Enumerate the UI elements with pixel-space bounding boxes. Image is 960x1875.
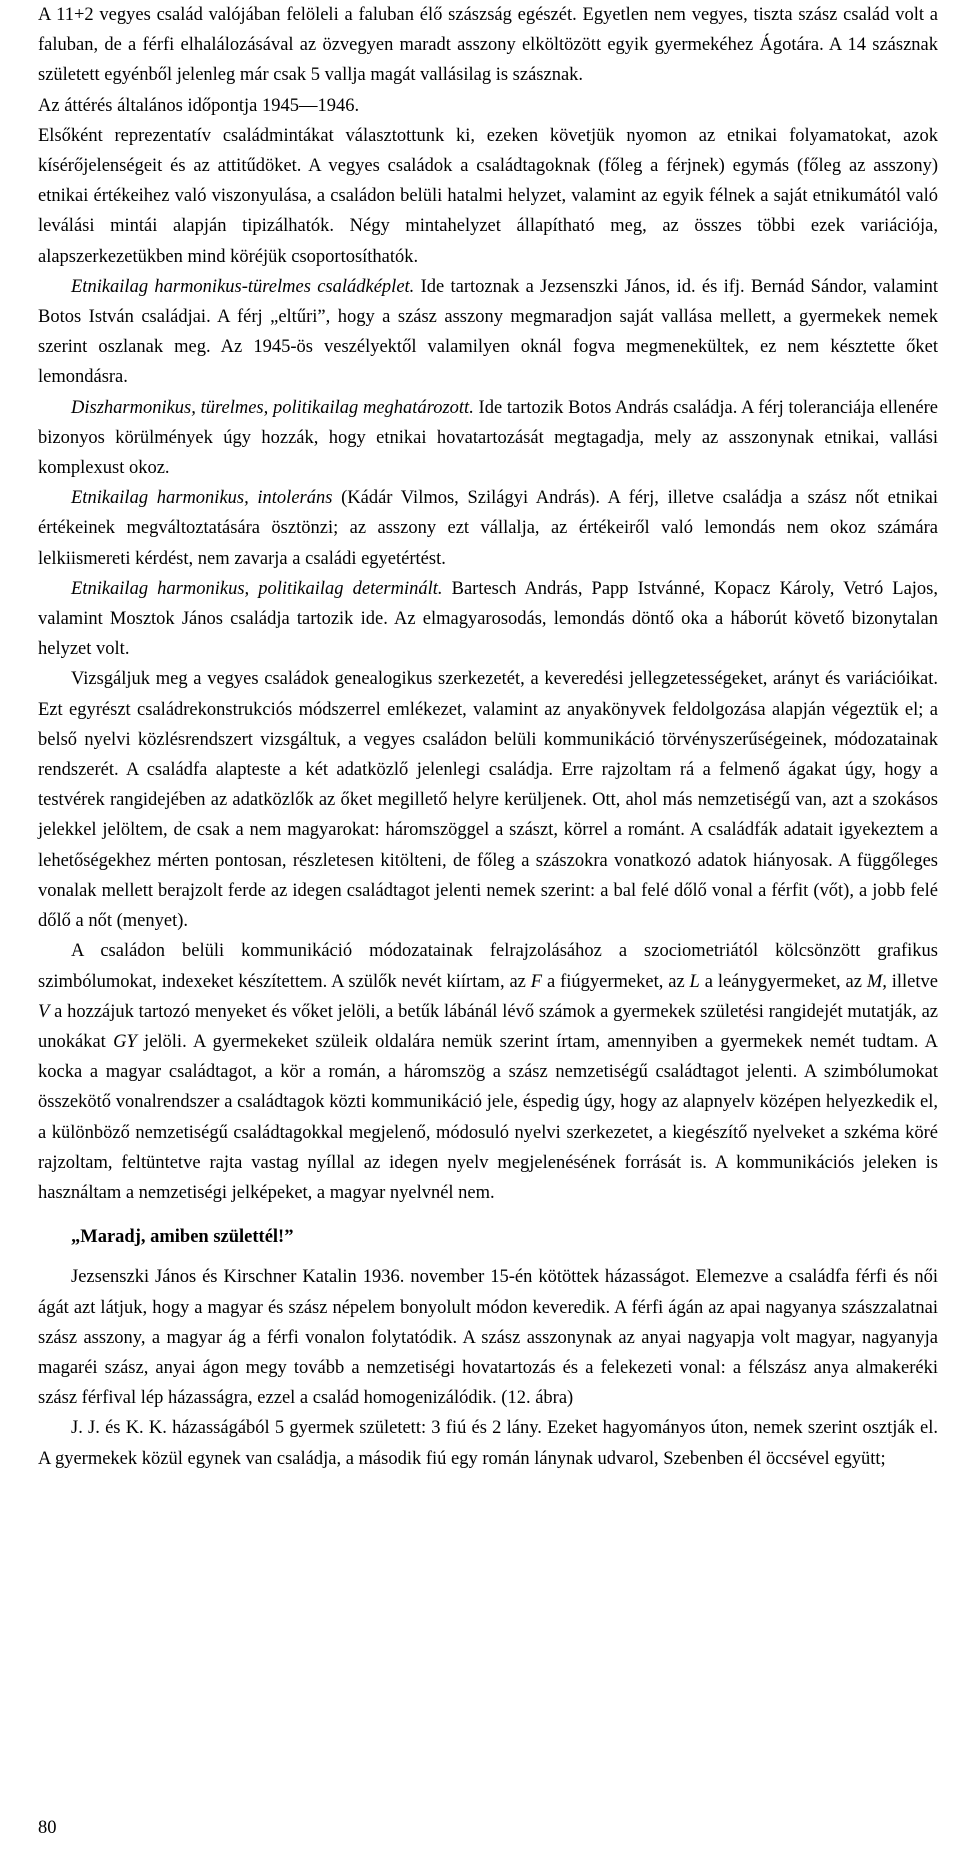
paragraph-harmonious-political	[38, 574, 938, 665]
symbol-l: L	[689, 971, 700, 992]
paragraph-jezsenszki-marriage: Jezsenszki János és Kirschner Katalin 1936. november 15-én kötöttek házasságot. Elemezve a családfa férfi és női ágát azt látjuk, hogy a magyar és szász népelem bonyolult módon keveredik. A férfi ágán az apai nagyanya szászzalatnai szász asszony, a magyar ág a férfi vonalon folytatódik. A szász asszonynak az anyai nagyapja volt magyar, nagyanyja magaréi szász, anyai ágon megy tovább a nemzetiségi hovatartozás és a felekezeti vonal: a félszász anya almakeréki szász férfival lép házasságra, ezzel a család homogenizálódik. (12. ábra)	[38, 1267, 938, 1409]
symbol-m: M,	[866, 971, 887, 992]
paragraph-text: Bartesch András, Papp Istvánné, Kopacz Károly, Vetró Lajos, valamint Mosztok János családja tartozik ide. Az elmagyarosodás, lemondás döntő oka a háborút követő bizonytalan helyzet volt.	[38, 578, 938, 660]
symbol-gy: GY	[113, 1031, 137, 1052]
paragraph-text: Ide tartoznak a Jezsenszki János, id. és ifj. Bernád Sándor, valamint Botos István családjai. A férj „eltűri”, hogy a szász asszony megmaradjon saját vallása mellett, a gyermekek nemek szerint oszlanak meg. Az 1945-ös veszélyektől valamilyen oknál fogva megmenekültek, ez nem késztette őket lemondásra.	[38, 276, 938, 388]
document-page	[38, 0, 938, 1474]
paragraph-family-patterns: Elsőként reprezentatív családmintákat választottunk ki, ezeken követjük nyomon az etnikai folyamatokat, azok kísérőjelenségeit és az attitűdöket. A vegyes családok a családtagoknak (főleg a férjnek) egymás (főleg az asszony) etnikai értékeihez való viszonyulása, a családon belüli hatalmi helyzet, valamint az egyik félnek a saját etnikumától való leválási mintái alapján tipizálhatók. Négy mintahelyzet állapítható meg, az összes többi ezek variációja, alapszerkezetükben mind köréjük csoportosíthatók.	[38, 125, 938, 267]
paragraph-text: a fiúgyermeket, az	[542, 971, 690, 992]
paragraph-harmonious-intolerant	[38, 483, 938, 574]
italic-term: Etnikailag harmonikus-türelmes családképlet.	[71, 276, 415, 297]
italic-term: Diszharmonikus, türelmes, politikailag meghatározott.	[71, 397, 474, 418]
paragraph-communication-symbols	[38, 936, 938, 1208]
paragraph-harmonious-tolerant	[38, 272, 938, 393]
italic-term: Etnikailag harmonikus, intoleráns	[71, 488, 333, 509]
paragraph-text: jelöli. A gyermekeket szüleik oldalára nemük szerint írtam, amennyiben a gyermekek nemét tudtam. A kocka a magyar családtagot, a kör a román, a háromszög a szász nemzetiségű családtagot jelenti. A szimbólumokat összekötő vonalrendszer a családtagok közti kommunikáció jele, éspedig úgy, hogy az alapnyelv középen helyezkedik el, a különböző nemzetiségű családtagokkal megjelenő, módosuló nyelvi szerkezetet, a kiegészítő nyelveket a szkéma köré rajzoltam, feltüntetve rajta vastag nyíllal az idegen nyelv megjelenésének forrását is. A kommunikációs jeleken is használtam a nemzetiségi jelképeket, a magyar nyelvnél nem.	[38, 1031, 938, 1203]
italic-term: Etnikailag harmonikus, politikailag determinált.	[71, 578, 443, 599]
symbol-f: F	[530, 971, 543, 992]
paragraph-text: a hozzájuk tartozó menyeket és vőket jelöli, a betűk lábánál lévő számok a gyermekek születési rangidejét mutatják, az unokákat	[38, 1001, 938, 1052]
paragraph-conversion-date: Az áttérés általános időpontja 1945—1946.	[38, 95, 360, 116]
paragraph-text: A családon belüli kommunikáció módozatainak felrajzolásához a szociometriától kölcsönzött grafikus szimbólumokat, indexeket készítettem. A szülők nevét kiírtam, az	[38, 941, 938, 992]
page-number: 80	[38, 1818, 57, 1838]
paragraph-text: illetve	[886, 971, 938, 992]
paragraph-text: (Kádár Vilmos, Szilágyi András). A férj, illetve családja a szász nőt etnikai értékeinek megváltoztatására ösztönzi; az asszony ezt vállalja, az értékeiről való lemondás nem okoz számára lelkiismereti kérdést, nem zavarja a családi egyetértést.	[38, 488, 938, 569]
paragraph-text: Ide tartozik Botos András családja. A férj toleranciája ellenére bizonyos körülmények úgy hozzák, hogy etnikai hovatartozását megtagadja, mely az asszonynak etnikai, vallási komplexust okoz.	[38, 397, 939, 479]
paragraph-jezsenszki-children: J. J. és K. K. házasságából 5 gyermek született: 3 fiú és 2 lány. Ezeket hagyományos úton, nemek szerint osztják el. A gyermekek közül egynek van családja, a második fiú egy román lánynak udvarol, Szebenben él öccsével együtt;	[38, 1418, 938, 1469]
section-heading: „Maradj, amiben születtél!”	[71, 1227, 294, 1248]
paragraph-mixed-families-overview: A 11+2 vegyes család valójában felöleli a faluban élő szászság egészét. Egyetlen nem vegyes, tiszta szász család volt a faluban, de a férfi elhalálozásával az özvegyen maradt asszony elköltözött egyik gyermekéhez Ágotára. A 14 szásznak született egyénből jelenleg már csak 5 vallja magát vallásilag is szásznak.	[38, 5, 938, 86]
paragraph-text: a leánygyermeket, az	[699, 971, 867, 992]
paragraph-genealogy-method: Vizsgáljuk meg a vegyes családok genealogikus szerkezetét, a keveredési jellegzetességeket, arányt és variációikat. Ezt egyrészt családrekonstrukciós módszerrel emlékezet, valamint az anyakönyvek feldolgozása alapján végeztük el; a belső nyelvi közlésrendszert vizsgáltuk, a vegyes családon belüli kommunikáció törvényszerűségeinek, módozatainak rendszerét. A családfa alapteste a két adatközlő jelenlegi családja. Erre rajzoltam rá a felmenő ágakat úgy, hogy a testvérek rangidejében az adatközlők az őket megillető helyre kerüljenek. Ott, ahol más nemzetiségű van, azt a szokásos jelekkel jelöltem, de csak a nem magyarokat: háromszöggel a szászt, körrel a románt. A családfák adatait igyekeztem a lehetőségekhez mérten pontosan, részletesen kitölteni, de főleg a szászokra vonatkozó adatok hiányosak. A függőleges vonalak mellett berajzolt ferde az idegen családtagot jelenti nemek szerint: a bal felé dőlő vonal a férfit (vőt), a jobb felé dőlő a nőt (menyet).	[38, 669, 938, 932]
symbol-v: V	[38, 1001, 50, 1022]
paragraph-disharmonious-tolerant	[38, 393, 938, 484]
